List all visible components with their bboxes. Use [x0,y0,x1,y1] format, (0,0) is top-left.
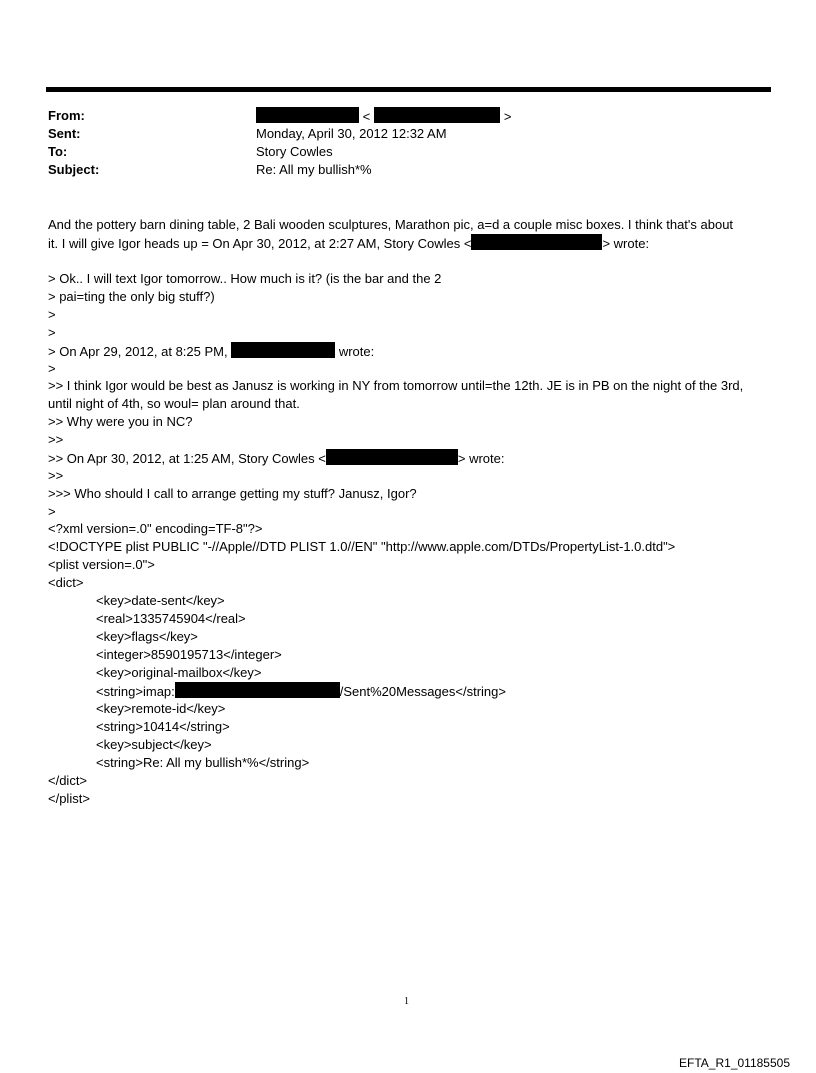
from-lt: < [362,109,371,124]
quote-line: > [48,325,56,340]
subject-label: Subject: [48,162,100,177]
from-label: From: [48,108,85,123]
quote-line [48,342,374,361]
plist-line: <integer>8590195713</integer> [96,647,282,662]
quote-line: >> [48,468,64,483]
body-text: > wrote: [457,451,505,466]
sent-label: Sent: [48,126,81,141]
quote-line: > Ok.. I will text Igor tomorrow.. How much is it? (is the bar and the 2 [48,271,442,286]
quote-line: > [48,361,56,376]
body-text: > On Apr 29, 2012, at 8:25 PM, [48,344,228,359]
plist-line: <key>original-mailbox</key> [96,665,262,680]
plist-line: <dict> [48,575,84,590]
plist-line: <!DOCTYPE plist PUBLIC "-//Apple//DTD PLIST 1.0//EN" "http://www.apple.com/DTDs/PropertyList-1.0.dtd"> [48,539,676,554]
quote-line: >> [48,432,64,447]
quote-line [48,449,504,468]
plist-line: </dict> [48,773,88,788]
from-value [256,107,511,126]
plist-line: <key>flags</key> [96,629,198,644]
redaction-block [231,342,335,358]
body-text: /Sent%20Messages</string> [339,684,506,699]
to-label: To: [48,144,68,159]
body-text: <string>imap: [96,684,175,699]
body-text: > wrote: [602,236,650,251]
plist-line [96,682,506,701]
plist-line: <key>subject</key> [96,737,212,752]
plist-line: <string>10414</string> [96,719,230,734]
page-number: 1 [404,996,409,1007]
header-rule [46,87,771,92]
to-value: Story Cowles [256,144,333,159]
sent-value: Monday, April 30, 2012 12:32 AM [256,126,447,141]
redaction-block [175,682,340,698]
quote-line: >> I think Igor would be best as Janusz is working in NY from tomorrow until=the 12th. JE is in PB on the night of the 3rd, [48,378,744,393]
from-gt: > [503,109,512,124]
bates-number: EFTA_R1_01185505 [679,1056,790,1070]
plist-line: <key>date-sent</key> [96,593,225,608]
body-text: >> On Apr 30, 2012, at 1:25 AM, Story Cowles < [48,451,326,466]
quote-line: >> Why were you in NC? [48,414,193,429]
plist-line: <real>1335745904</real> [96,611,246,626]
subject-value: Re: All my bullish*% [256,162,372,177]
quote-line: > pai=ting the only big stuff?) [48,289,215,304]
redaction-block [256,107,359,123]
redaction-block [326,449,458,465]
quote-line: > [48,307,56,322]
quote-line: >>> Who should I call to arrange getting my stuff? Janusz, Igor? [48,486,417,501]
redaction-block [471,234,602,250]
plist-line: </plist> [48,791,90,806]
quote-line: until night of 4th, so woul= plan around that. [48,396,300,411]
plist-line: <plist version=.0"> [48,557,155,572]
body-line [48,234,649,253]
body-text: wrote: [338,344,375,359]
plist-line: <?xml version=.0" encoding=TF-8"?> [48,521,263,536]
redaction-block [374,107,500,123]
body-text: it. I will give Igor heads up = On Apr 30, 2012, at 2:27 AM, Story Cowles < [48,236,472,251]
body-line: And the pottery barn dining table, 2 Bali wooden sculptures, Marathon pic, a=d a couple misc boxes. I think that's about [48,217,734,232]
plist-line: <string>Re: All my bullish*%</string> [96,755,310,770]
plist-line: <key>remote-id</key> [96,701,226,716]
quote-line: > [48,504,56,519]
